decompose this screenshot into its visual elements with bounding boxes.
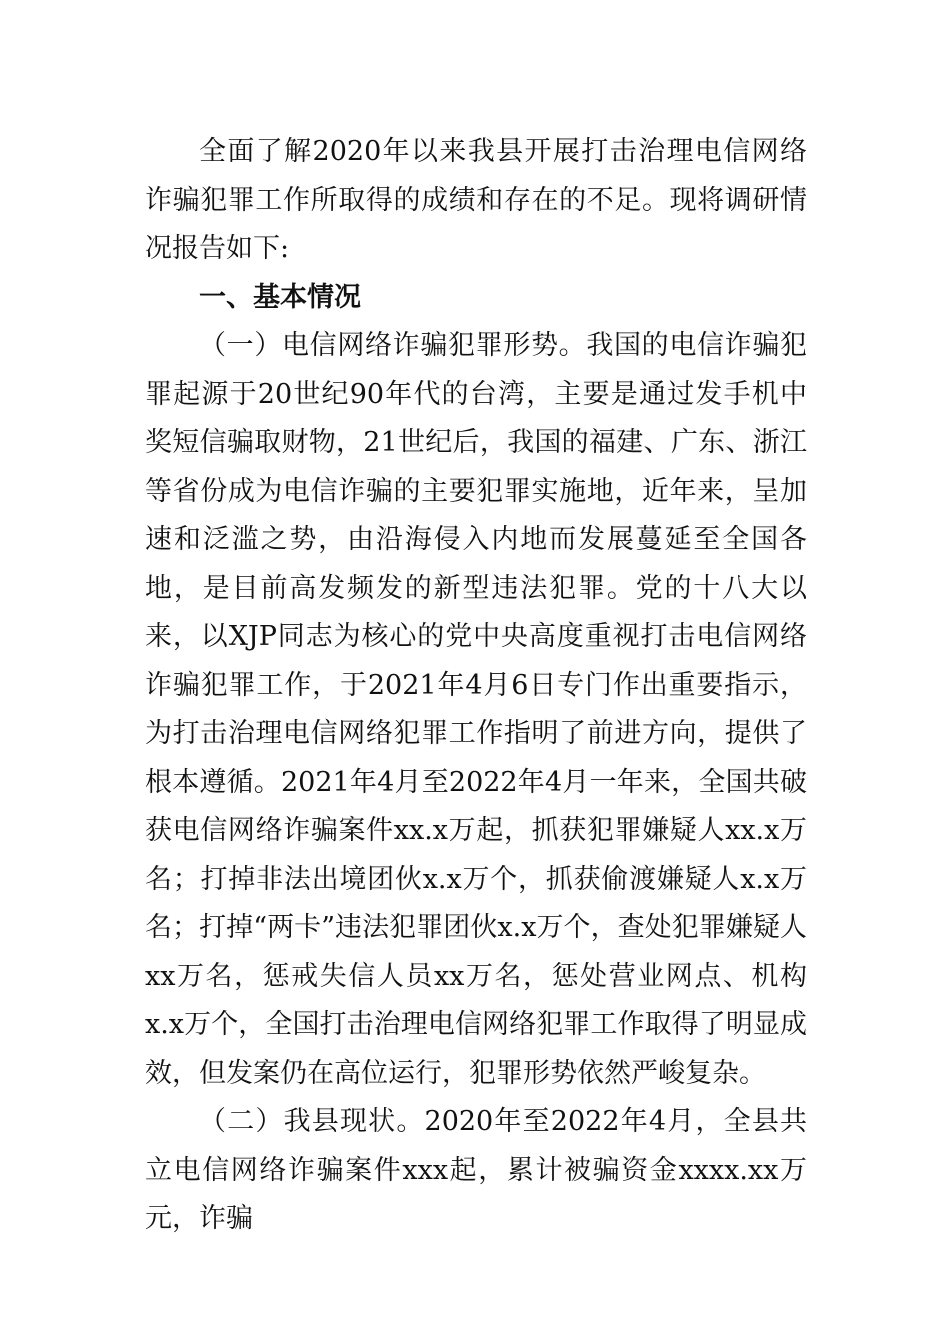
subsection-1-paragraph <box>145 322 807 1098</box>
document-body <box>145 128 807 1244</box>
subsection-1-text: 我国的电信诈骗犯罪起源于20世纪90年代的台湾，主要是通过发手机中奖短信骗取财物，21世纪后，我国的福建、广东、浙江等省份成为电信诈骗的主要犯罪实施地，近年来，呈加速和泛滥之势，由沿海侵入内地而发展蔓延至全国各地，是目前高发频发的新型违法犯罪。党的十八大以来，以XJP同志为核心的党中央高度重视打击电信网络诈骗犯罪工作，于2021年4月6日专门作出重要指示，为打击治理电信网络犯罪工作指明了前进方向，提供了根本遵循。2021年4月至2022年4月一年来，全国共破获电信网络诈骗案件xx.x万起，抓获犯罪嫌疑人xx.x万名；打掉非法出境团伙x.x万个，抓获偷渡嫌疑人x.x万名；打掉“两卡”违法犯罪团伙x.x万个，查处犯罪嫌疑人xx万名，惩戒失信人员xx万名，惩处营业网点、机构x.x万个，全国打击治理电信网络犯罪工作取得了明显成效，但发案仍在高位运行，犯罪形势依然严峻复杂。 <box>145 330 808 1089</box>
subsection-2-lead: （二）我县现状。 <box>199 1106 425 1137</box>
section-heading: 一、基本情况 <box>199 281 361 313</box>
subsection-1-lead: （一）电信网络诈骗犯罪形势。 <box>199 330 587 361</box>
subsection-2-paragraph <box>145 1098 807 1244</box>
intro-paragraph: 全面了解2020年以来我县开展打击治理电信网络诈骗犯罪工作所取得的成绩和存在的不足。现将调研情况报告如下: <box>145 136 807 264</box>
subsection-2-text: 2020年至2022年4月，全县共立电信网络诈骗案件xxx起，累计被骗资金xxxx.xx万元，诈骗 <box>145 1106 808 1234</box>
